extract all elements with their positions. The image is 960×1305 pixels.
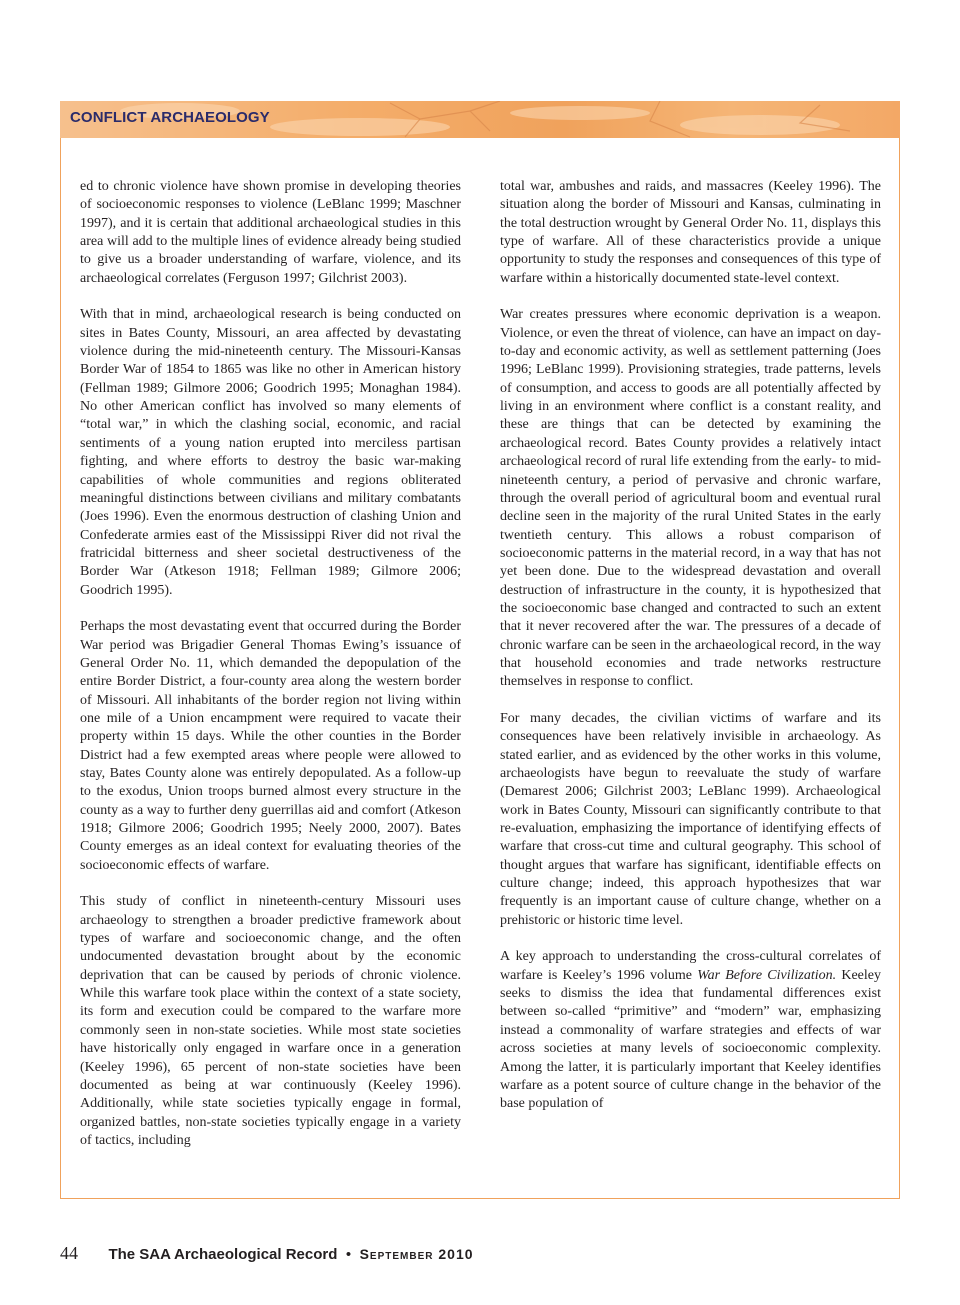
paragraph: total war, ambushes and raids, and massacres (Keeley 1996). The situation along the border of Missouri and Kansas, culminating in the total destruction wrought by General Order No. 11, displays this type of warfare. All of these characteristics provide a unique opportunity to study the responses and consequences of this type of warfare within a historically documented state-level context. (500, 179, 881, 286)
paragraph: With that in mind, archaeological research is being conducted on sites in Bates County, Missouri, an area affected by devastating violence during the mid-nineteenth century. The Missouri-Kansas Border War of 1854 to 1865 was like no other in American history (Fellman 1989; Gilmore 2006; Goodrich 1995; Monaghan 1984). No other American conflict has involved so many elements of “total war,” in which the clashing social, economic, and racial sentiments of a young nation erupted into merciless partisan fighting, and where efforts to destroy the basic war-making capabilities of whole communities and regions obliterated meaningful distinctions between civilians and military combatants (Joes 1996). Even the enormous destruction of clashing Union and Confederate armies east of the Mississippi River did not rival the fratricidal bitterness and sheer societal destructiveness of the Border War (Atkeson 1918; Fellman 1989; Gilmore 2006; Goodrich 1995). (80, 307, 461, 598)
footer-separator: • (345, 1246, 352, 1263)
text-run: A key approach to understanding the cross-cultural correlates of warfare is Keeley’s 1996 volume (500, 949, 881, 983)
text-run: Keeley seeks to dismiss the idea that fundamental differences exist between so-called “primitive” and “modern” war, emphasizing instead a commonality of warfare strategies and effects of war across societies at many levels of socioeconomic complexity. Among the latter, it is particularly important that Keeley identifies warfare as a potent source of culture change in the behavior of the base population of (500, 967, 881, 1112)
right-column (500, 178, 881, 1114)
page-footer (60, 1243, 474, 1264)
page-number: 44 (60, 1243, 78, 1263)
left-column (80, 178, 461, 1150)
paragraph (500, 948, 881, 1113)
paragraph: For many decades, the civilian victims of warfare and its consequences have been relatively invisible in archaeology. As stated earlier, and as evidenced by the other works in this volume, archaeologists have begun to reevaluate the study of warfare (Demarest 2006; Gilchrist 2003; LeBlanc 1999). Archaeological work in Bates County, Missouri can significantly contribute to that re-evaluation, emphasizing the importance of identifying effects of warfare that cross-cut time and cultural geography. This school of thought argues that warfare has significant, identifiable effects on culture change; indeed, this approach hypothesizes that war frequently is an important cause of culture change, whether on a prehistoric or historic time level. (500, 710, 881, 928)
issue-date: September 2010 (359, 1246, 474, 1262)
journal-title: The SAA Archaeological Record (108, 1246, 338, 1263)
paragraph: Perhaps the most devastating event that occurred during the Border War period was Brigadier General Thomas Ewing’s issuance of General Order No. 11, which demanded the depopulation of the entire Border District, a four-county area along the western border of Missouri. All inhabitants of the border region not living within one mile of a Union encampment were required to vacate their property within 15 days. While the other counties in the Border District had a few exempted areas where people were allowed to stay, Bates County alone was entirely depopulated. As a follow-up to the exodus, Union troops burned almost every structure in the county as a way to further deny guerrillas aid and comfort (Atkeson 1918; Gilmore 2006; Goodrich 1995; Neely 2000, 2007). Bates County emerges as an ideal context for evaluating theories of the socioeconomic effects of warfare. (80, 619, 461, 873)
paragraph: ed to chronic violence have shown promise in developing theories of socioeconomic responses to violence (LeBlanc 1999; Maschner 1997), and it is certain that additional archaeological studies in this area will add to the multiple lines of evidence already being studied to give us a broader understanding of warfare, violence, and its archaeological correlates (Ferguson 1997; Gilchrist 2003). (80, 179, 461, 286)
section-header-band (60, 101, 900, 138)
section-title: CONFLICT ARCHAEOLOGY (70, 109, 270, 126)
paragraph: This study of conflict in nineteenth-century Missouri uses archaeology to strengthen a broader predictive framework about types of warfare and socioeconomic change, and the often undocumented devastation brought about by the economic deprivation that can be caused by periods of chronic violence. While this warfare took place within the context of a state society, its form and execution could be compared to the warfare more commonly seen in non-state societies. While most state societies have historically only engaged in warfare once in a generation (Keeley 1996), 65 percent of non-state societies have been documented as being at war continuously (Keeley 1996). Additionally, while state societies typically engage in formal, organized battles, non-state societies typically engage in a variety of tactics, including (80, 894, 461, 1148)
paragraph: War creates pressures where economic deprivation is a weapon. Violence, or even the threat of violence, can have an impact on day-to-day and economic activity, as well as settlement patterning (Joes 1996; LeBlanc 1999). Provisioning strategies, trade patterns, levels of consumption, and access to goods are all potentially affected by living in an environment where conflict is a constant reality, and these are things that can be detected by examining the archaeological record. Bates County provides a relatively intact archaeological record of rural life extending from the early- to mid-nineteenth century, a period of pervasive and chronic warfare, through the overall period of agricultural boom and eventual rural decline seen in the majority of the rural United States in the early twentieth century. This allows a robust comparison of socioeconomic patterns in the material record, in a way that has not yet been done. Due to the widespread devastation and overall destruction of infrastructure in the county, it is hypothesized that the socioeconomic base changed and contracted to such an extent that it never recovered after the war. The pressures of a decade of chronic warfare can be seen in the archaeological record, in the way that household economies and trade networks restructure themselves in response to conflict. (500, 307, 881, 690)
book-title: War Before Civilization. (697, 967, 837, 983)
